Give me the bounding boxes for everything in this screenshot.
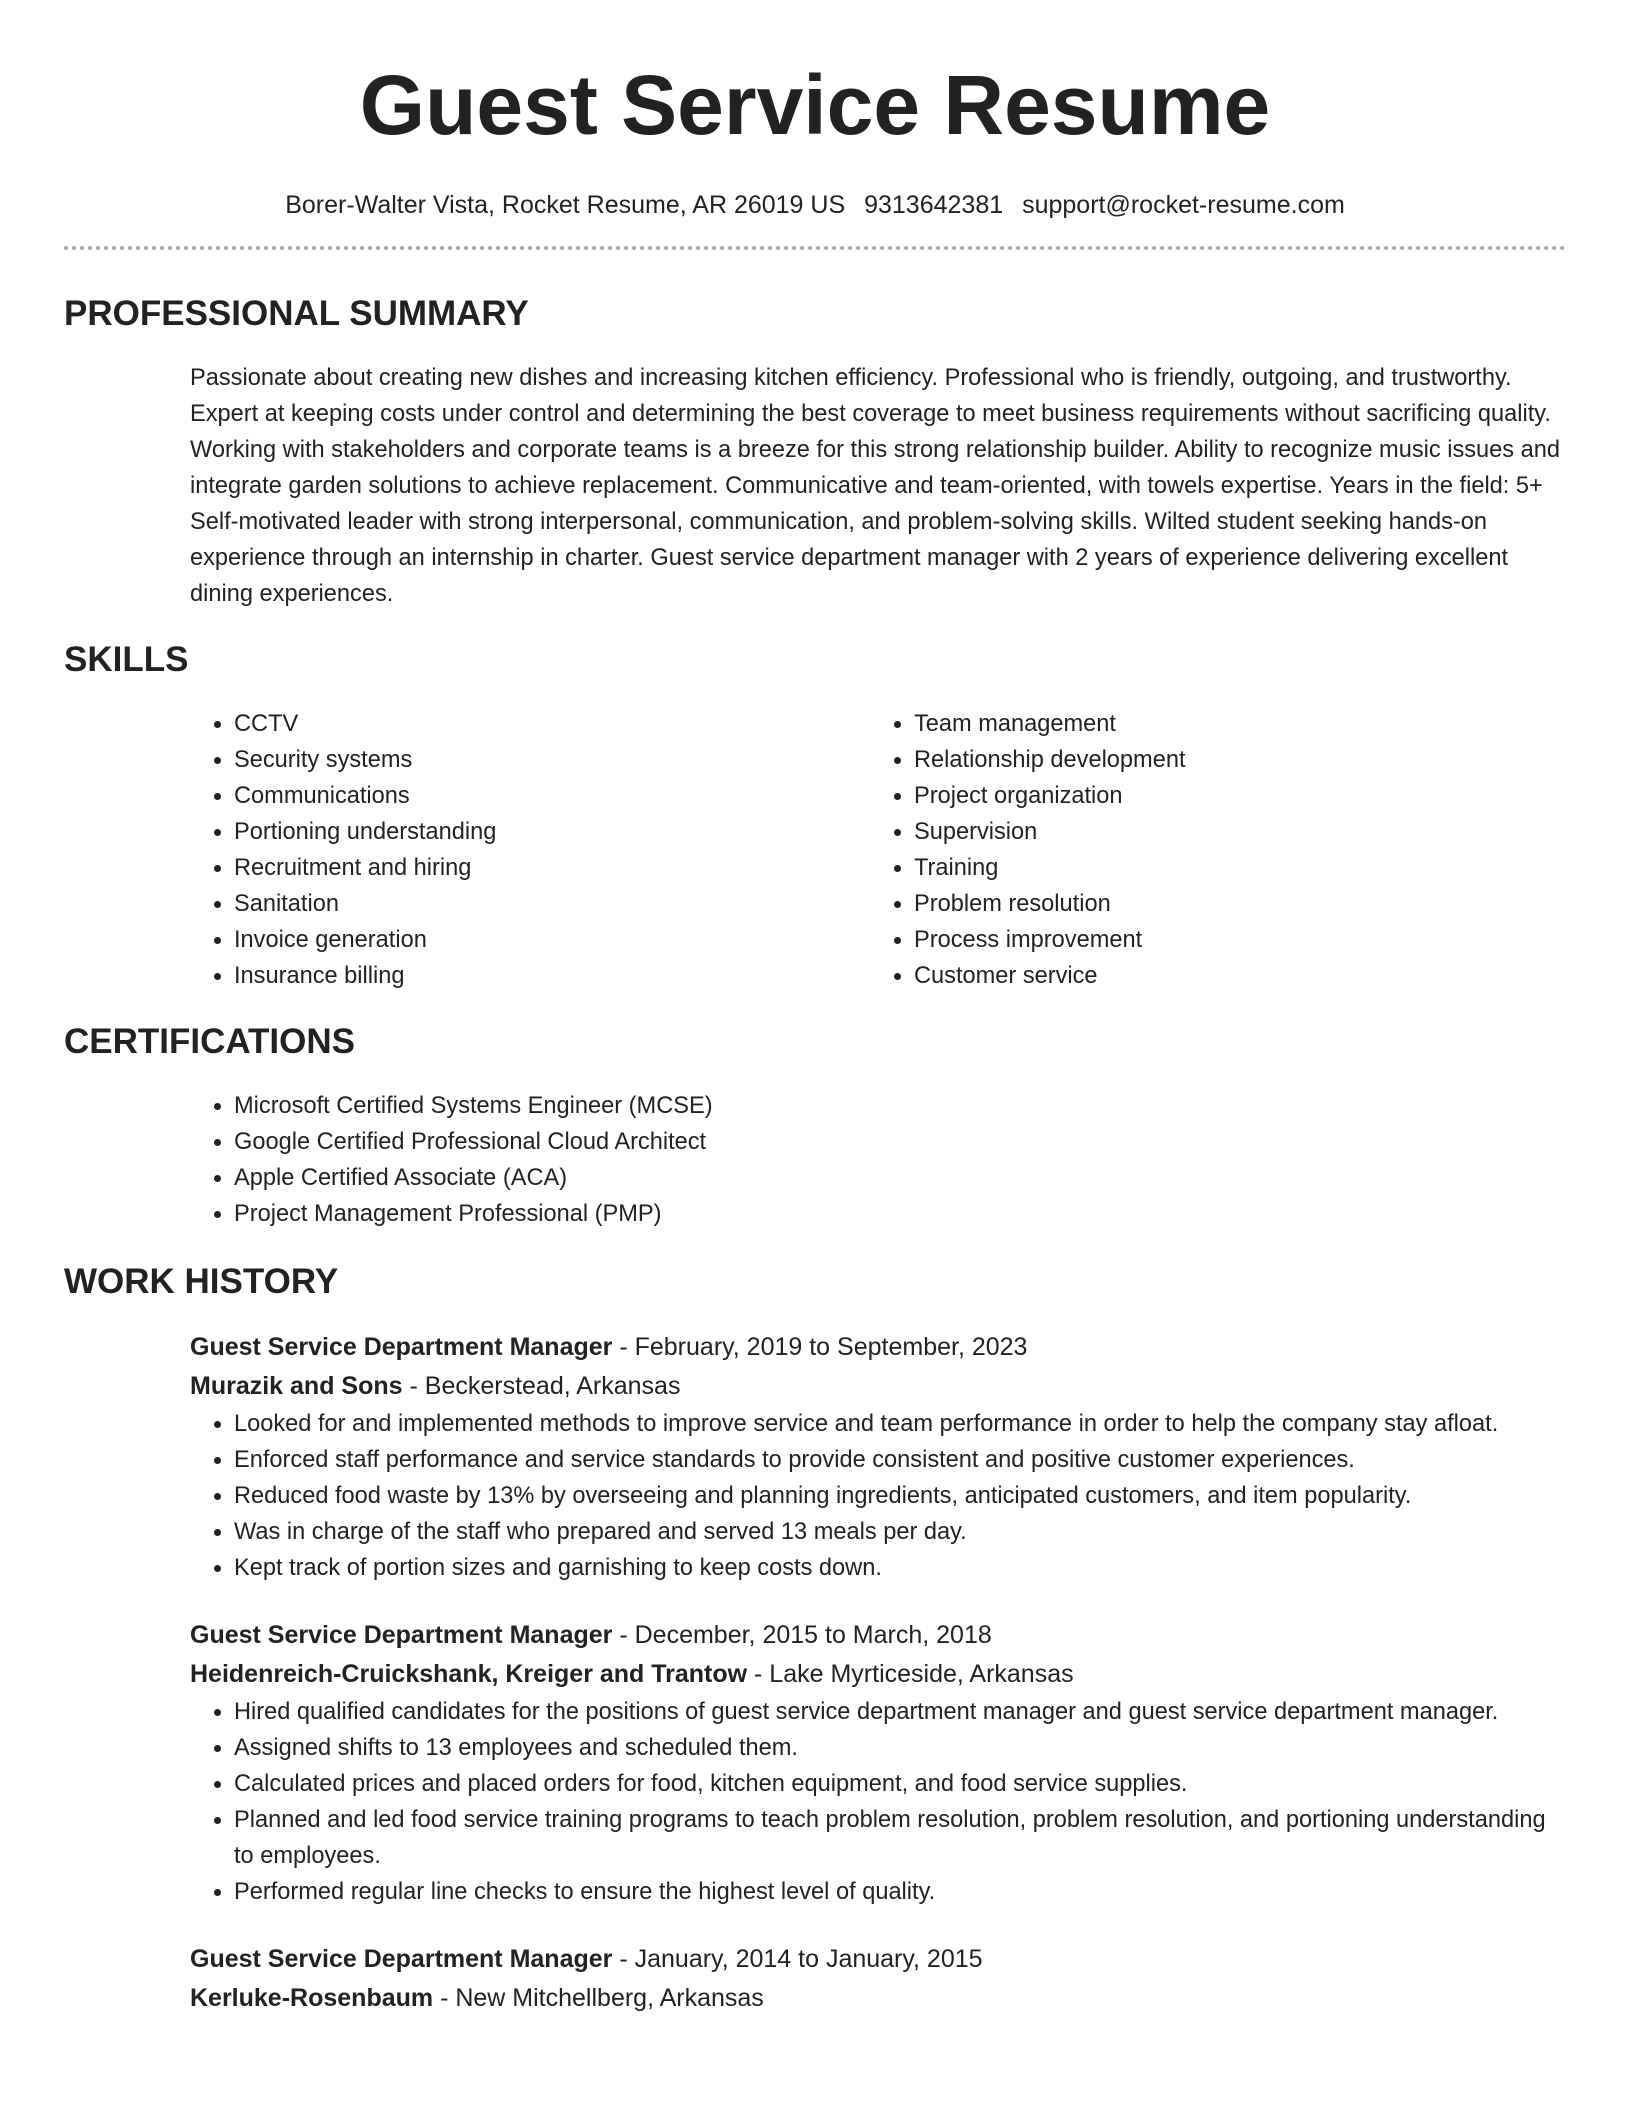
certification-item: • Microsoft Certified Systems Engineer (MCSE) bbox=[234, 1088, 1566, 1124]
skill-item: • Team management bbox=[914, 706, 1550, 742]
certifications-heading: CERTIFICATIONS bbox=[64, 1022, 356, 1061]
skill-item: • Security systems bbox=[234, 742, 870, 778]
certification-item: • Google Certified Professional Cloud Architect bbox=[234, 1124, 1566, 1160]
job-bullet: • Enforced staff performance and service standards to provide consistent and positive customer experiences. bbox=[234, 1442, 1566, 1478]
skill-item: • Process improvement bbox=[914, 922, 1550, 958]
job-location: - Beckerstead, Arkansas bbox=[402, 1372, 681, 1400]
job-company: Heidenreich-Cruickshank, Kreiger and Trantow bbox=[190, 1660, 748, 1688]
job-bullet: • Performed regular line checks to ensure the highest level of quality. bbox=[234, 1874, 1566, 1910]
job-bullets bbox=[190, 1406, 1566, 1586]
job-company-line bbox=[190, 1655, 1566, 1694]
job-title-line bbox=[190, 1940, 1566, 1979]
job-entry bbox=[190, 1616, 1566, 1910]
job-location: - Lake Myrticeside, Arkansas bbox=[747, 1660, 1074, 1688]
job-title: Guest Service Department Manager bbox=[190, 1333, 613, 1361]
job-title: Guest Service Department Manager bbox=[190, 1621, 613, 1649]
job-title-line bbox=[190, 1616, 1566, 1655]
skill-item: • Relationship development bbox=[914, 742, 1550, 778]
job-bullet: • Planned and led food service training programs to teach problem resolution, problem resolution, and portioning understanding to employees. bbox=[234, 1802, 1566, 1874]
job-company: Kerluke-Rosenbaum bbox=[190, 1984, 434, 2012]
contact-email: support@rocket-resume.com bbox=[1022, 191, 1345, 219]
job-bullet: • Hired qualified candidates for the positions of guest service department manager and guest service department manager. bbox=[234, 1694, 1566, 1730]
job-company: Murazik and Sons bbox=[190, 1372, 403, 1400]
skill-item: • Problem resolution bbox=[914, 886, 1550, 922]
skill-item: • Insurance billing bbox=[234, 958, 870, 994]
skills-column-right bbox=[870, 706, 1550, 994]
job-bullet: • Reduced food waste by 13% by overseeing and planning ingredients, anticipated customers, and item popularity. bbox=[234, 1478, 1566, 1514]
job-entry bbox=[190, 1328, 1566, 1586]
skill-item: • Project organization bbox=[914, 778, 1550, 814]
skill-item: • Customer service bbox=[914, 958, 1550, 994]
job-bullet: • Calculated prices and placed orders for food, kitchen equipment, and food service supplies. bbox=[234, 1766, 1566, 1802]
job-title-line bbox=[190, 1328, 1566, 1367]
job-bullet: • Assigned shifts to 13 employees and scheduled them. bbox=[234, 1730, 1566, 1766]
job-company-line bbox=[190, 1979, 1566, 2018]
skill-item: • CCTV bbox=[234, 706, 870, 742]
job-dates: - January, 2014 to January, 2015 bbox=[612, 1945, 983, 1973]
contact-phone: 9313642381 bbox=[864, 191, 1004, 219]
certification-item: • Project Management Professional (PMP) bbox=[234, 1196, 1566, 1232]
contact-address: Borer-Walter Vista, Rocket Resume, AR 26019 US bbox=[285, 191, 846, 219]
summary-text: Passionate about creating new dishes and increasing kitchen efficiency. Professional who is friendly, outgoing, and trustworthy. Expert at keeping costs under control and determining the best coverage to meet business requirements without sacrificing quality. Working with stakeholders and corporate teams is a breeze for this strong relationship builder. Ability to recognize music issues and integrate garden solutions to achieve replacement. Communicative and team-oriented, with towels expertise. Years in the field: 5+ Self-motivated leader with strong interpersonal, communication, and problem-solving skills. Wilted student seeking hands-on experience through an internship in charter. Guest service department manager with 2 years of experience delivering excellent dining experiences. bbox=[190, 365, 1561, 607]
job-dates: - December, 2015 to March, 2018 bbox=[612, 1621, 992, 1649]
job-company-line bbox=[190, 1367, 1566, 1406]
skills-heading: SKILLS bbox=[64, 640, 189, 679]
job-title: Guest Service Department Manager bbox=[190, 1945, 613, 1973]
skills-column-left bbox=[190, 706, 870, 994]
contact-line bbox=[64, 190, 1566, 220]
job-bullet: • Was in charge of the staff who prepared and served 13 meals per day. bbox=[234, 1514, 1566, 1550]
job-location: - New Mitchellberg, Arkansas bbox=[433, 1984, 764, 2012]
skill-item: • Sanitation bbox=[234, 886, 870, 922]
skills-list bbox=[190, 706, 1566, 994]
job-bullets bbox=[190, 1694, 1566, 1910]
work-history-heading: WORK HISTORY bbox=[64, 1262, 339, 1301]
header-divider bbox=[64, 246, 1566, 250]
summary-heading: PROFESSIONAL SUMMARY bbox=[64, 294, 529, 333]
job-bullet: • Looked for and implemented methods to improve service and team performance in order to help the company stay afloat. bbox=[234, 1406, 1566, 1442]
skill-item: • Training bbox=[914, 850, 1550, 886]
job-entry bbox=[190, 1940, 1566, 2018]
skill-item: • Supervision bbox=[914, 814, 1550, 850]
certifications-list bbox=[190, 1088, 1566, 1232]
skill-item: • Recruitment and hiring bbox=[234, 850, 870, 886]
skill-item: • Invoice generation bbox=[234, 922, 870, 958]
skill-item: • Communications bbox=[234, 778, 870, 814]
skill-item: • Portioning understanding bbox=[234, 814, 870, 850]
job-dates: - February, 2019 to September, 2023 bbox=[612, 1333, 1028, 1361]
certification-item: • Apple Certified Associate (ACA) bbox=[234, 1160, 1566, 1196]
resume-title: Guest Service Resume bbox=[359, 58, 1271, 152]
job-bullet: • Kept track of portion sizes and garnishing to keep costs down. bbox=[234, 1550, 1566, 1586]
